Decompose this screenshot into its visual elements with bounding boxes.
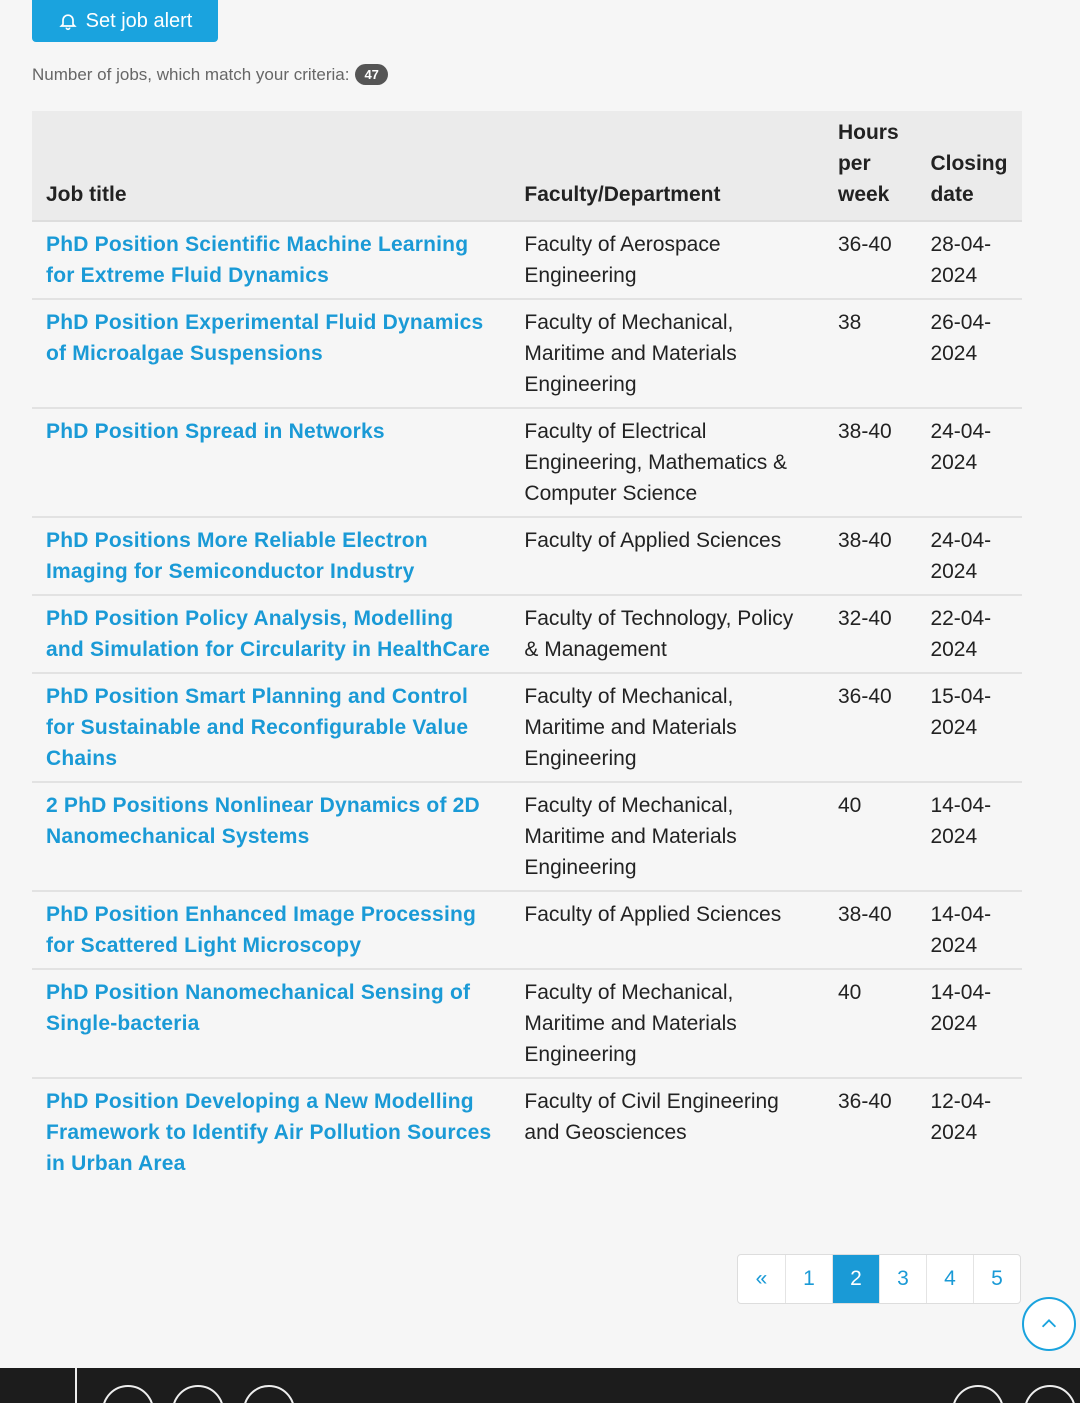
faculty-cell: Faculty of Mechanical, Maritime and Materials Engineering [510,673,824,782]
closing-date-cell: 28-04-2024 [916,221,1022,299]
table-row [32,299,1022,408]
job-title-cell [32,969,510,1078]
job-title-cell [32,595,510,673]
job-count-line [32,64,388,85]
bell-icon [58,11,78,31]
header-job-title[interactable]: Job title [32,111,510,221]
toolbar-button-3[interactable] [243,1385,295,1403]
faculty-cell: Faculty of Mechanical, Maritime and Materials Engineering [510,969,824,1078]
job-title-cell [32,299,510,408]
job-title-link[interactable]: PhD Position Experimental Fluid Dynamics of Microalgae Suspensions [46,311,484,365]
job-title-cell [32,408,510,517]
hours-cell: 36-40 [837,1090,892,1113]
table-row [32,969,1022,1078]
jobs-table-body [32,221,1022,1186]
job-title-link[interactable]: PhD Position Spread in Networks [46,420,385,443]
toolbar-button-1[interactable] [102,1385,154,1403]
pagination-page-3[interactable]: 3 [879,1255,926,1303]
hours-cell: 36-40 [824,673,916,782]
job-title-cell [32,1078,510,1186]
job-title-link[interactable]: PhD Positions More Reliable Electron Imaging for Semiconductor Industry [46,529,428,583]
pagination [737,1254,1021,1304]
table-row [32,517,1022,595]
set-job-alert-button[interactable] [32,0,218,42]
closing-date-cell: 14-04-2024 [916,891,1022,969]
job-title-cell [32,891,510,969]
toolbar-button-5[interactable] [1024,1385,1076,1403]
closing-date-cell: 22-04-2024 [916,595,1022,673]
job-count-label: Number of jobs, which match your criteria: [32,64,350,84]
hours-cell: 40 [824,782,916,891]
toolbar-button-4[interactable] [952,1385,1004,1403]
hours-cell: 38-40 [824,408,916,517]
bottom-toolbar [0,1368,1080,1403]
job-title-link[interactable]: PhD Position Developing a New Modelling Framework to Identify Air Pollution Sources in Urban Area [46,1090,492,1175]
job-title-link[interactable]: 2 PhD Positions Nonlinear Dynamics of 2D Nanomechanical Systems [46,794,480,848]
toolbar-button-2[interactable] [172,1385,224,1403]
table-row [32,782,1022,891]
job-title-link[interactable]: PhD Position Nanomechanical Sensing of Single-bacteria [46,981,471,1035]
pagination-page-1[interactable]: 1 [785,1255,832,1303]
job-title-cell [32,517,510,595]
pagination-page-4[interactable]: 4 [926,1255,973,1303]
faculty-cell: Faculty of Electrical Engineering, Mathematics & Computer Science [510,408,824,517]
scroll-to-top-button[interactable] [1022,1297,1076,1351]
faculty-cell: Faculty of Mechanical, Maritime and Materials Engineering [510,299,824,408]
job-title-link[interactable]: PhD Position Smart Planning and Control for Sustainable and Reconfigurable Value Chains [46,685,469,770]
faculty-cell: Faculty of Mechanical, Maritime and Materials Engineering [510,782,824,891]
closing-date-cell: 26-04-2024 [916,299,1022,408]
closing-date-cell: 14-04-2024 [916,782,1022,891]
faculty-cell: Faculty of Applied Sciences [510,891,824,969]
header-hours[interactable]: Hours per week [824,111,916,221]
job-title-link[interactable]: PhD Position Scientific Machine Learning for Extreme Fluid Dynamics [46,233,469,287]
hours-cell: 38-40 [824,891,916,969]
job-title-link[interactable]: PhD Position Enhanced Image Processing for Scattered Light Microscopy [46,903,477,957]
table-row [32,595,1022,673]
faculty-cell: Faculty of Civil Engineering and Geosciences [524,1090,779,1144]
closing-date-cell: 12-04-2024 [930,1090,992,1144]
closing-date-cell: 24-04-2024 [916,517,1022,595]
table-row [32,1078,1022,1186]
hours-cell: 36-40 [824,221,916,299]
closing-date-cell: 15-04-2024 [916,673,1022,782]
faculty-cell: Faculty of Aerospace Engineering [510,221,824,299]
jobs-table [32,111,1022,1186]
faculty-cell: Faculty of Technology, Policy & Management [510,595,824,673]
header-faculty[interactable]: Faculty/Department [510,111,824,221]
job-title-cell [32,673,510,782]
hours-cell: 38 [824,299,916,408]
chevron-up-icon [1038,1313,1060,1335]
pagination-prev[interactable]: « [755,1267,768,1290]
pagination-page-5[interactable]: 5 [973,1255,1020,1303]
closing-date-cell: 24-04-2024 [916,408,1022,517]
closing-date-cell: 14-04-2024 [916,969,1022,1078]
hours-cell: 32-40 [824,595,916,673]
table-row [32,891,1022,969]
job-title-link[interactable]: PhD Position Policy Analysis, Modelling and Simulation for Circularity in HealthCare [46,607,491,661]
pagination-page-2[interactable]: 2 [832,1255,879,1303]
hours-cell: 38-40 [824,517,916,595]
jobs-table-header [32,111,1022,221]
job-title-cell [32,782,510,891]
job-title-cell [32,221,510,299]
set-job-alert-label: Set job alert [85,9,193,32]
table-row [32,221,1022,299]
faculty-cell: Faculty of Applied Sciences [510,517,824,595]
hours-cell: 40 [824,969,916,1078]
table-row [32,408,1022,517]
header-closing-date[interactable]: Closing date [916,111,1022,221]
table-row [32,673,1022,782]
toolbar-divider [75,1368,77,1403]
job-count-badge: 47 [355,64,387,85]
